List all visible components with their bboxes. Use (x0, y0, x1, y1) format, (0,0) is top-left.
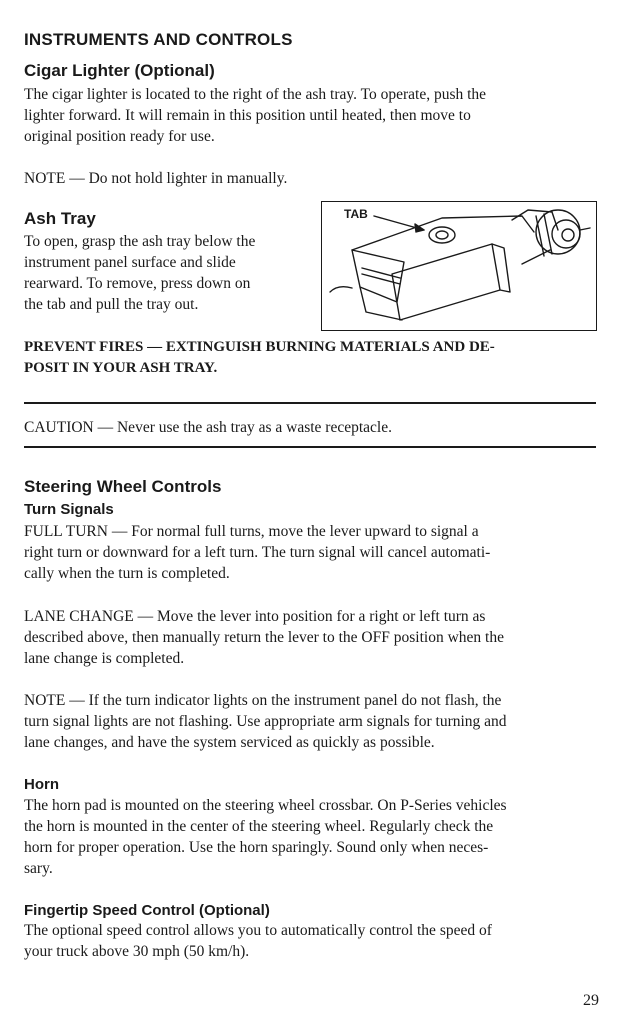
fire-warning-line-1: PREVENT FIRES — EXTINGUISH BURNING MATERIALS AND DE- (24, 339, 495, 355)
ash-tray-illustration (321, 201, 597, 331)
fire-warning (24, 337, 590, 379)
note-line-3: lane changes, and have the system serviced as quickly as possible. (24, 734, 435, 751)
cigar-line-3: original position ready for use. (24, 128, 215, 145)
page-title: INSTRUMENTS AND CONTROLS (24, 30, 293, 49)
steering-controls-heading: Steering Wheel Controls (24, 477, 222, 496)
lane-change-line-1: LANE CHANGE — Move the lever into position for a right or left turn as (24, 608, 486, 625)
ash-tray-drawing (322, 202, 595, 329)
lane-change-line-3: lane change is completed. (24, 650, 185, 667)
note-line-1: NOTE — If the turn indicator lights on the instrument panel do not flash, the (24, 692, 502, 709)
cigar-lighter-body (24, 84, 590, 147)
speed-control-heading: Fingertip Speed Control (Optional) (24, 902, 270, 919)
cigar-lighter-note: NOTE — Do not hold lighter in manually. (24, 170, 288, 187)
horn-line-2: the horn is mounted in the center of the steering wheel. Regularly check the (24, 818, 494, 835)
horn-heading: Horn (24, 776, 59, 793)
note-line-2: turn signal lights are not flashing. Use appropriate arm signals for turning and (24, 713, 507, 730)
ash-line-4: the tab and pull the tray out. (24, 296, 199, 313)
horn-line-3: horn for proper operation. Use the horn sparingly. Sound only when neces- (24, 839, 489, 856)
horn-line-4: sary. (24, 860, 53, 877)
ash-line-1: To open, grasp the ash tray below the (24, 233, 256, 250)
caution-top-rule (24, 402, 596, 404)
lane-change-paragraph (24, 606, 600, 669)
full-turn-line-3: cally when the turn is completed. (24, 565, 230, 582)
lane-change-line-2: described above, then manually return the lever to the OFF position when the (24, 629, 504, 646)
ash-tray-heading: Ash Tray (24, 209, 96, 228)
ash-tray-body (24, 231, 314, 315)
speed-line-2: your truck above 30 mph (50 km/h). (24, 943, 250, 960)
ash-line-3: rearward. To remove, press down on (24, 275, 251, 292)
cigar-lighter-heading: Cigar Lighter (Optional) (24, 61, 215, 80)
caution-text: CAUTION — Never use the ash tray as a waste receptacle. (24, 419, 392, 436)
cigar-line-2: lighter forward. It will remain in this position until heated, then move to (24, 107, 471, 124)
horn-line-1: The horn pad is mounted on the steering wheel crossbar. On P-Series vehicles (24, 797, 507, 814)
page-number: 29 (583, 992, 599, 1009)
speed-control-paragraph (24, 920, 600, 962)
cigar-line-1: The cigar lighter is located to the right of the ash tray. To operate, push the (24, 86, 487, 103)
full-turn-line-2: right turn or downward for a left turn. The turn signal will cancel automati- (24, 544, 491, 561)
horn-paragraph (24, 795, 600, 879)
full-turn-paragraph (24, 521, 590, 584)
turn-indicator-note (24, 690, 600, 753)
caution-bottom-rule (24, 446, 596, 448)
fire-warning-line-2: POSIT IN YOUR ASH TRAY. (24, 360, 218, 376)
full-turn-line-1: FULL TURN — For normal full turns, move the lever upward to signal a (24, 523, 479, 540)
turn-signals-heading: Turn Signals (24, 501, 114, 518)
tab-label: TAB (344, 207, 368, 221)
speed-line-1: The optional speed control allows you to automatically control the speed of (24, 922, 492, 939)
ash-line-2: instrument panel surface and slide (24, 254, 236, 271)
